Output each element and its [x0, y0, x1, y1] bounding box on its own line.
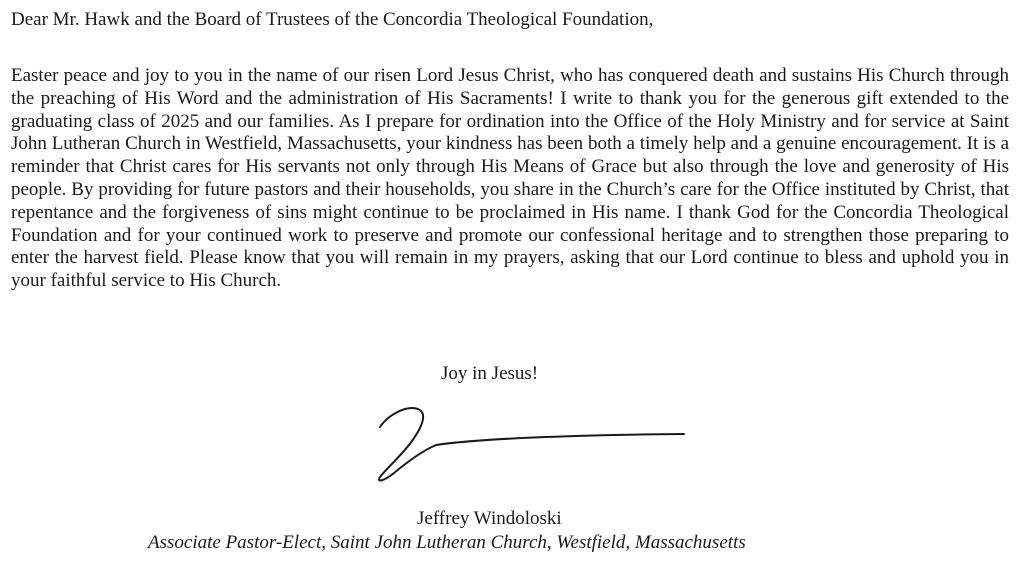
closing: Joy in Jesus! [441, 363, 539, 384]
signer-title: Associate Pastor-Elect, Saint John Lutheran Church, Westfield, Massachusetts [148, 532, 746, 553]
signer-name: Jeffrey Windoloski [417, 508, 562, 529]
letter [11, 8, 1011, 292]
letter-body: Easter peace and joy to you in the name of our risen Lord Jesus Christ, who has conquered death and sustains His Church through the preaching of His Word and the administration of His Sacraments! I write to thank you for the generous gift extended to the graduating class of 2025 and our families. As I prepare for ordination into the Office of the Holy Ministry and for service at Saint John Lutheran Church in Westfield, Massachusetts, your kindness has been both a timely help and a genuine encouragement. It is a reminder that Christ cares for His servants not only through His Means of Grace but also through the love and generosity of His people. By providing for future pastors and their households, you share in the Church’s care for the Office instituted by Christ, that repentance and the forgiveness of sins might continue to be proclaimed in His name. I thank God for the Concordia Theological Foundation and for your continued work to preserve and promote our confessional heritage and to strengthen those preparing to enter the harvest field. Please know that you will remain in my prayers, asking that our Lord continue to bless and uphold you in your faithful service to His Church. [11, 65, 1009, 292]
handwritten-signature [366, 393, 696, 493]
salutation: Dear Mr. Hawk and the Board of Trustees of the Concordia Theological Foundation, [11, 9, 654, 30]
